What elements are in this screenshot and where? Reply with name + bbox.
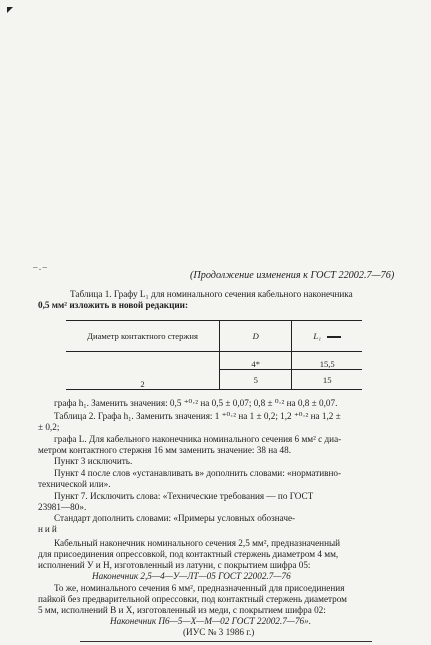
text-line: То же, номинального сечения 6 мм², предназначенный для присоединения (54, 583, 345, 593)
text-line: для присоединения опрессовкой, под контактный стержень диаметром 4 мм, (38, 549, 339, 559)
text-line: метром контактного стержня 16 мм заменить значение: 38 на 48. (38, 445, 292, 455)
corner-mark (7, 7, 13, 13)
designation-line: Наконечник П6—5—Х—М—02 ГОСТ 22002.7—76». (110, 616, 312, 626)
text-line: графа h₁. Заменить значения: 0,5 ⁺⁰·² на 0,5 ± 0,07; 0,8 ± ⁰·² на 0,8 ± 0,07. (54, 398, 338, 408)
text-line: Кабельный наконечник номинального сечения 2,5 мм², предназначенный (54, 538, 341, 548)
table-row (66, 352, 362, 370)
text-line: ний (38, 524, 59, 534)
text-line: ± 0,2; (38, 422, 60, 432)
text-line-2: 0,5 мм² изложить в новой редакции: (38, 300, 189, 310)
text-line-1: Таблица 1. Графу L₁ для номинального сечения кабельного наконечника (70, 289, 353, 299)
table-cell: 15,5 (292, 352, 362, 370)
dash-mark (327, 336, 341, 338)
text-line: графа L. Для кабельного наконечника номинального сечения 6 мм² с диа- (54, 434, 342, 444)
margin-mark: –․– (33, 262, 49, 272)
table-header-d: D (220, 321, 292, 352)
text-line: технической или». (38, 479, 111, 489)
table-cell: 5 (220, 370, 292, 390)
table-cell: 2 (66, 352, 220, 390)
text-line: Пункт 4 после слов «устанавливать в» дополнить словами: «нормативно- (54, 468, 342, 478)
text-line: 23981—80». (38, 502, 87, 512)
text-line: Пункт 3 исключить. (54, 456, 133, 466)
text-line: пайкой без предварительной опрессовки, под контактный стержень диаметром (38, 594, 347, 604)
table-cell: 4* (220, 352, 292, 370)
document-header: (Продолжение изменения к ГОСТ 22002.7—76) (190, 270, 395, 281)
data-table (66, 320, 362, 390)
table-cell: 15 (292, 370, 362, 390)
text-line: Пункт 7. Исключить слова: «Технические требования — по ГОСТ (54, 491, 314, 501)
text-line: Таблица 2. Графа h₁. Заменить значения: 1 ⁺⁰·² на 1 ± 0,2; 1,2 ⁺⁰·² на 1,2 ± (54, 411, 341, 421)
text-line: Стандарт дополнить словами: «Примеры условных обозначе- (54, 513, 296, 523)
designation-line: Наконечник 2,5—4—У—ЛТ—05 ГОСТ 22002.7—76 (92, 571, 291, 581)
rule-line (80, 641, 372, 642)
table-header-diameter: Диаметр контактного стержня (66, 321, 220, 352)
text-line: 5 мм, исполнений В и Х, изготовленный из меди, с покрытием шифра 02: (38, 605, 326, 615)
source-note: (ИУС № 3 1986 г.) (180, 627, 257, 638)
text-line: исполнений У и Н, изготовленный из латуни, с покрытием шифра 05: (38, 560, 311, 570)
table-header-l1: L₁ (292, 321, 362, 352)
